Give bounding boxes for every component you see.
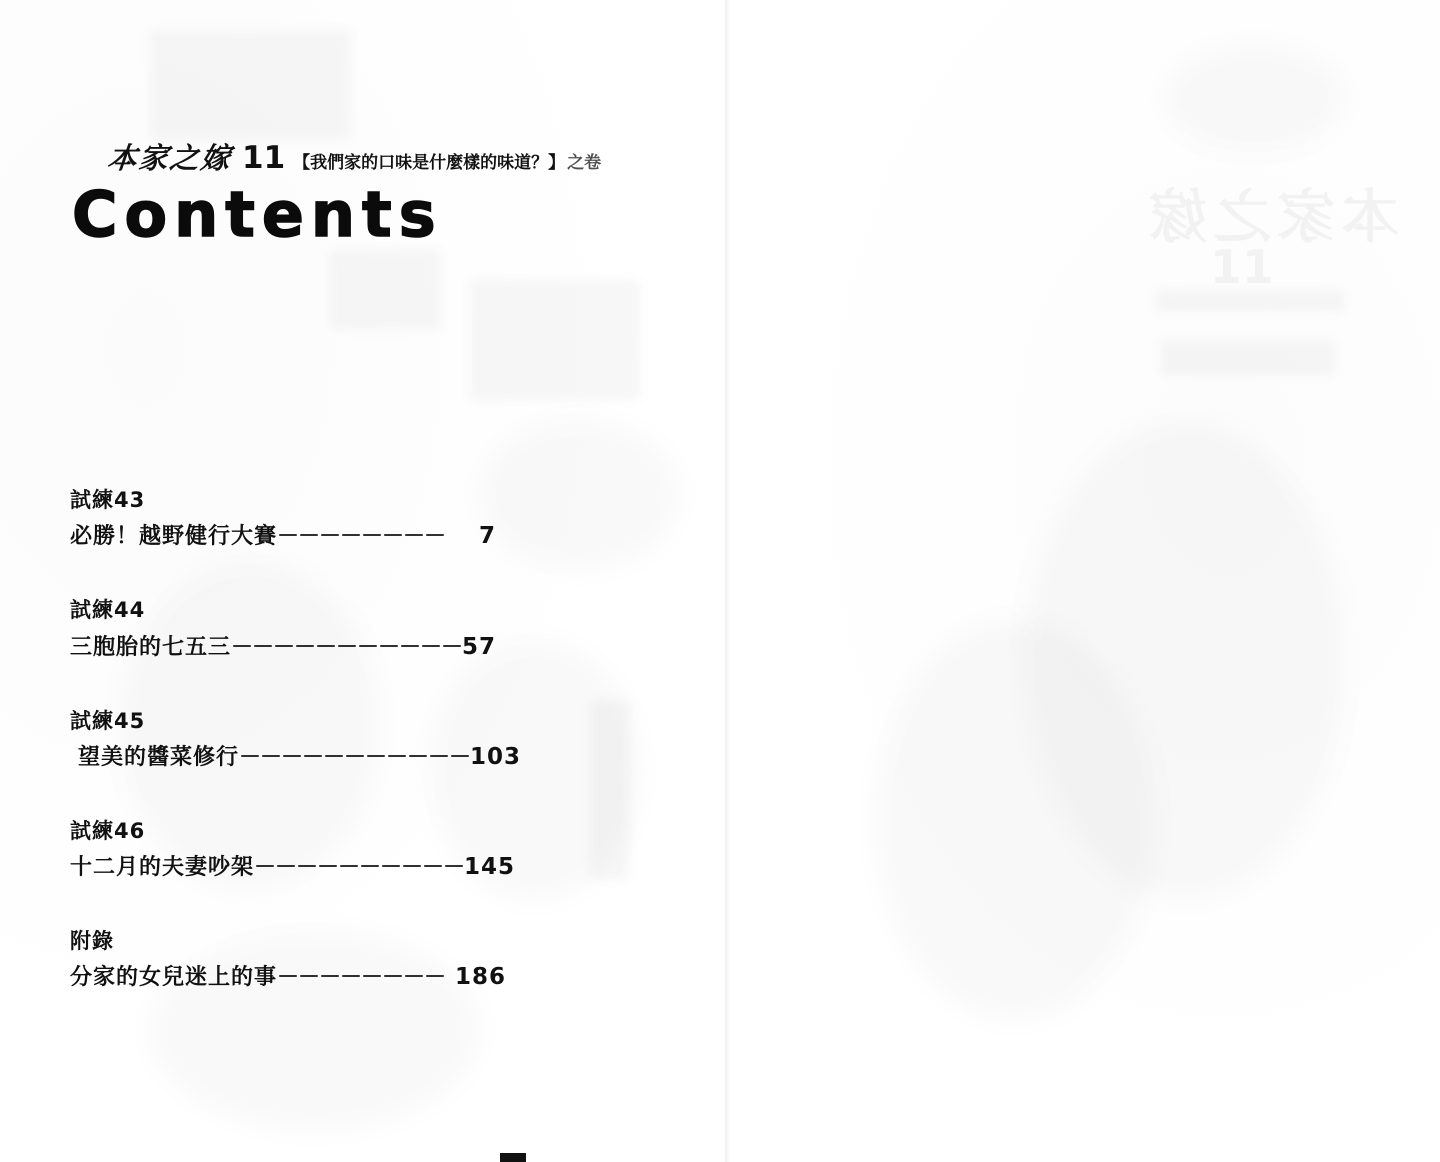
toc-entry-label: 試練46 bbox=[70, 818, 146, 843]
showthrough-block bbox=[330, 250, 440, 330]
volume-subtitle-tail: 之卷 bbox=[567, 153, 602, 173]
showthrough-block bbox=[150, 30, 350, 140]
toc-entry-title: 三胞胎的七五三 bbox=[70, 634, 232, 660]
showthrough-block bbox=[1160, 340, 1335, 376]
toc-page-number: 7 bbox=[479, 523, 497, 550]
toc-leader-dashes: －－－－－－－－－－ bbox=[254, 855, 465, 880]
showthrough-block bbox=[1155, 290, 1345, 312]
page-title: Contents bbox=[72, 178, 443, 251]
toc-entry-row bbox=[70, 630, 630, 661]
showthrough-block bbox=[470, 280, 640, 400]
volume-subtitle: 【我們家的口味是什麼樣的味道？】 bbox=[293, 153, 566, 173]
toc-entry-title: 十二月的夫妻吵架 bbox=[70, 855, 255, 880]
toc-page-number: 145 bbox=[464, 854, 516, 880]
toc-entry-title: 分家的女兒迷上的事 bbox=[70, 965, 278, 991]
toc-page-number: 186 bbox=[455, 964, 507, 991]
list-item bbox=[70, 487, 630, 550]
series-header bbox=[108, 136, 601, 177]
list-item bbox=[70, 928, 630, 991]
showthrough-blob bbox=[1025, 420, 1345, 900]
toc-page-number: 103 bbox=[470, 743, 522, 770]
toc-entry-title: 望美的醬菜修行 bbox=[78, 744, 240, 770]
toc-entry-label: 試練44 bbox=[70, 598, 146, 623]
toc-leader-dashes: －－－－－－－－－－－ bbox=[239, 744, 471, 770]
toc-entry-title: 必勝！越野健行大賽 bbox=[70, 524, 278, 550]
right-page bbox=[725, 0, 1440, 1162]
toc-leader-dashes: －－－－－－－－ bbox=[277, 965, 446, 991]
toc-entry-row bbox=[70, 850, 630, 881]
list-item bbox=[70, 818, 630, 881]
toc-leader-dashes: －－－－－－－－ bbox=[277, 524, 446, 550]
toc-leader-dashes: －－－－－－－－－－－ bbox=[231, 634, 463, 660]
list-item bbox=[70, 597, 630, 660]
toc-entry-row bbox=[70, 519, 630, 550]
series-title: 本家之嫁 bbox=[106, 141, 234, 175]
toc-entry-label: 附錄 bbox=[70, 929, 114, 953]
showthrough-blob bbox=[875, 620, 1155, 1020]
toc-page-number: 57 bbox=[462, 633, 497, 660]
showthrough-blob bbox=[1165, 45, 1345, 150]
showthrough-volume bbox=[1210, 240, 1274, 294]
toc-entry-row bbox=[70, 960, 630, 991]
toc-entry-label: 試練45 bbox=[70, 708, 146, 733]
page-edge-mark bbox=[500, 1153, 526, 1162]
volume-number: 11 bbox=[242, 140, 286, 176]
table-of-contents bbox=[70, 487, 630, 991]
toc-entry-label: 試練43 bbox=[70, 488, 146, 512]
toc-entry-row bbox=[70, 740, 630, 771]
showthrough-title bbox=[1143, 170, 1399, 254]
list-item bbox=[70, 708, 630, 771]
